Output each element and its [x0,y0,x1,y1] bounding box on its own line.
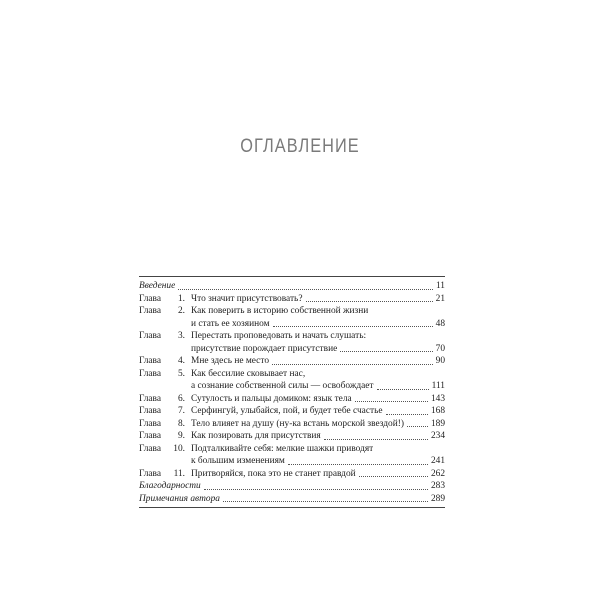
page-number: 111 [431,381,445,391]
chapter-word: Глава [139,431,162,441]
chapter-number [139,418,191,431]
page-number: 289 [430,493,445,504]
toc-entry-title: Примечания автора [139,493,220,504]
chapter-word: Глава [139,331,162,341]
chapter-number [139,368,191,381]
page-number: 11 [435,281,445,291]
page-title: ОГЛАВЛЕНИЕ [240,136,360,157]
chapter-num: 11. [173,468,185,479]
toc-entry-line [139,280,445,293]
chapter-word: Глава [139,406,162,416]
toc-entry-line [139,343,445,356]
toc-entry-title: Как поверить в историю собственной жизни [191,306,369,316]
dot-leader [324,439,428,440]
chapter-word: Глава [139,306,162,316]
table-of-contents [139,276,445,508]
page-number: 189 [430,418,445,429]
chapter-number [139,430,191,443]
page-number: 234 [430,431,445,441]
toc-entry-line [139,418,445,431]
dot-leader [340,351,432,352]
toc-entry-title: Притворяйся, пока это не станет правдой [191,468,356,479]
chapter-num: 8. [177,418,185,429]
chapter-word: Глава [139,368,162,379]
page-number: 90 [435,356,445,366]
dot-leader [377,389,429,390]
chapter-num: 7. [177,406,185,416]
toc-entry-line [139,468,445,481]
dot-leader [178,289,433,290]
toc-entry-line [139,355,445,368]
chapter-number [139,393,191,406]
chapter-number [139,293,191,306]
chapter-number [139,443,191,456]
dot-leader [223,501,428,502]
toc-entry-line [139,380,445,393]
chapter-word: Глава [139,468,162,479]
chapter-num: 5. [177,368,185,379]
chapter-number [139,330,191,343]
dot-leader [407,426,428,427]
toc-entry-line [139,293,445,306]
toc-entry-title: Введение [139,281,176,291]
toc-entry-title: Перестать проповедовать и начать слушать: [191,331,367,341]
page-number: 70 [435,343,445,354]
toc-entry-line [139,443,445,456]
dot-leader [355,401,428,402]
chapter-num: 3. [177,331,185,341]
toc-entry-line [139,430,445,443]
chapter-number [139,405,191,418]
toc-entry-line [139,493,445,506]
chapter-number [139,468,191,481]
chapter-word: Глава [139,418,162,429]
page-number: 168 [430,406,445,416]
toc-entry-line [139,405,445,418]
page-number: 262 [430,468,445,479]
chapter-num: 1. [177,293,185,304]
toc-entry-title: Как бессилие сковывает нас, [191,368,306,379]
toc-entry-line [139,305,445,318]
toc-entry-title: Благодарности [139,481,201,491]
page-number: 21 [435,293,445,304]
chapter-word: Глава [139,293,162,304]
dot-leader [359,476,428,477]
toc-entry-line [139,455,445,468]
chapter-number [139,355,191,368]
dot-leader [273,326,433,327]
dot-leader [272,364,433,365]
dot-leader [204,489,428,490]
toc-entry-title: Подталкивайте себя: мелкие шажки приводят [191,443,374,454]
toc-entry-title: а сознание собственной силы — освобождает [191,381,374,391]
toc-entry-title: Сутулость и пальцы домиком: язык тела [191,393,352,404]
toc-entry-line [139,330,445,343]
toc-entry-title: Тело влияет на душу (ну-ка встань морской звездой!) [191,418,404,429]
chapter-number [139,305,191,318]
chapter-num: 10. [173,443,185,454]
toc-entry-line [139,318,445,331]
toc-entry-title: к большим изменениям [191,456,285,466]
chapter-word: Глава [139,356,162,366]
toc-entry-line [139,480,445,493]
page-number: 48 [435,318,445,329]
page-number: 143 [430,393,445,404]
toc-entry-line [139,393,445,406]
chapter-word: Глава [139,443,162,454]
chapter-num: 2. [177,306,185,316]
toc-entry-title: Мне здесь не место [191,356,270,366]
dot-leader [306,301,433,302]
dot-leader [288,464,428,465]
toc-entry-line [139,368,445,381]
toc-entry-title: Серфингуй, улыбайся, пой, и будет тебе счастье [191,406,383,416]
page-number: 241 [430,456,445,466]
chapter-num: 6. [177,393,185,404]
page-number: 283 [430,481,445,491]
chapter-num: 9. [177,431,185,441]
dot-leader [386,414,428,415]
chapter-num: 4. [177,356,185,366]
toc-entry-title: и стать ее хозяином [191,318,270,329]
toc-entry-title: присутствие порождает присутствие [191,343,338,354]
chapter-word: Глава [139,393,162,404]
toc-entry-title: Что значит присутствовать? [191,293,303,304]
toc-entry-title: Как позировать для присутствия [191,431,321,441]
